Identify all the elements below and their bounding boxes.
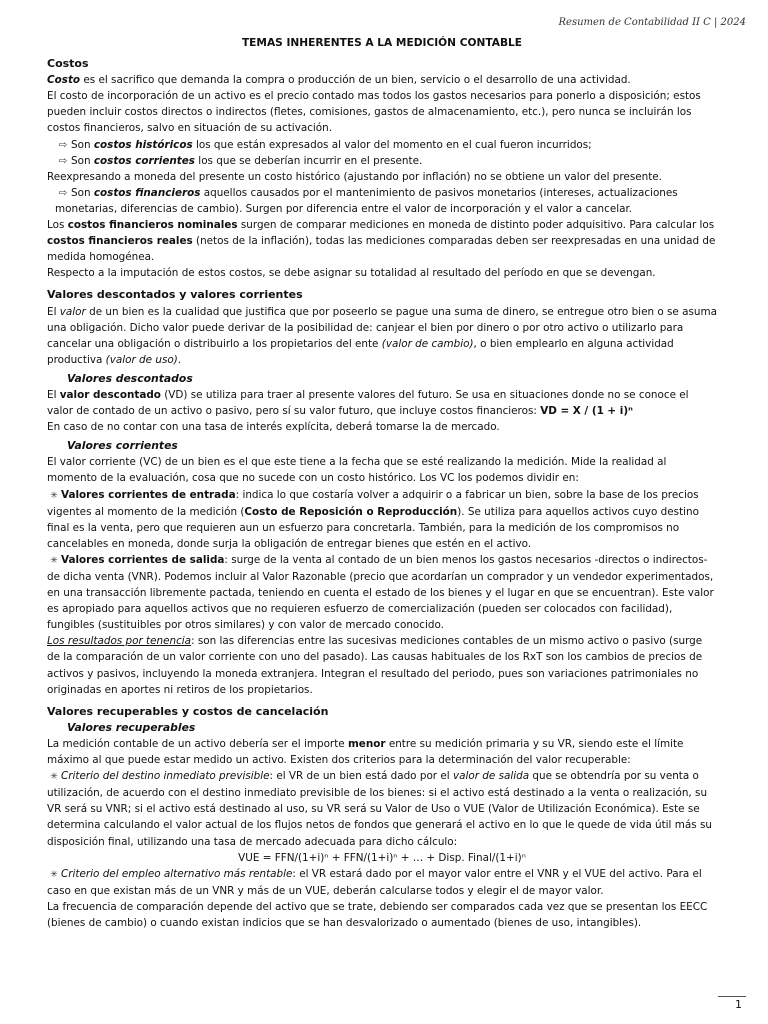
subheading-valores-corrientes: Valores corrientes (67, 439, 178, 453)
paragraph: En caso de no contar con una tasa de interés explícita, deberá tomarse la de mercado. (47, 421, 500, 434)
term: costos corrientes (93, 154, 195, 167)
text: que se obtendría por su venta o utilización, de acuerdo con el destino inmediato previsible de los bienes: si el activo está destinado a la venta o realización, su VR será su VNR; si el activo está destinado al uso, su VR será su Valor de Uso o VUE (Valor de Utilización Económica). Este se determina calculando el valor actual de los flujos netos de fondos que generará el activo en lo que le quede de vida útil más su disposición final, utilizando una tasa de mercado adecuada para dicho cálculo: (47, 770, 712, 848)
subheading-valores-descontados: Valores descontados (67, 371, 193, 385)
term: Valores corrientes de entrada (61, 488, 236, 501)
term: costos financieros reales (47, 235, 193, 248)
paragraph (47, 633, 717, 697)
paragraph (47, 387, 717, 419)
term: Criterio del destino inmediato previsible (61, 770, 270, 783)
term: costos financieros (93, 186, 201, 199)
term: costos financieros nominales (67, 219, 238, 232)
asterisk-bullet-icon: ✳ (50, 869, 58, 880)
text: Los (47, 219, 68, 232)
asterisk-bullet-icon: ✳ (50, 772, 58, 783)
paragraph: El costo de incorporación de un activo es el precio contado mas todos los gastos necesarios para ponerlo a disposición; estos pueden incluir costos directos o indirectos (fletes, comisiones, gastos de almacenamiento, etc.), pero nunca se incluirán los costos financieros, salvo en situación de su activación. (47, 90, 701, 135)
running-header: Resumen de Contabilidad II C | 2024 (558, 17, 746, 28)
term: costos históricos (93, 138, 193, 151)
text: (netos de la inflación), todas las mediciones comparadas deben ser reexpresadas en una unidad de medida homogénea. (47, 235, 716, 264)
paragraph: La frecuencia de comparación depende del activo que se trate, debiendo ser comparados cada vez que se presentan los EECC (bienes de cambio) o cuando existan indicios que se han desvalorizado o aumentado (bienes de uso, intangibles). (47, 900, 708, 929)
term: Costo (47, 74, 81, 87)
asterisk-bullet-icon: ✳ (50, 490, 58, 501)
paragraph (47, 72, 717, 88)
text: de un bien es la cualidad que justifica que por poseerlo se pague una suma de dinero, se entregue otro bien o se asuma una obligación. Dicho valor puede derivar de la posibilidad de: canjear el bien por dinero o por otro activo o utilizarlo para cancelar una obligación o distribuirlo a los propietarios del ente (47, 305, 717, 350)
section-heading-recuperables: Valores recuperables y costos de cancelación (47, 704, 329, 718)
arrow-right-icon: ⇨ (58, 138, 68, 151)
arrow-right-icon: ⇨ (58, 154, 68, 167)
list-item (47, 866, 717, 899)
term: (valor de uso) (105, 353, 178, 366)
text: es el sacrifico que demanda la compra o producción de un bien, servicio o el desarrollo de una actividad. (80, 74, 631, 87)
text: : el VR estará dado por el mayor valor entre el VNR y el VUE del activo. Para el caso en que existan más de un VNR y más de un VUE, deberán calcularse todos y elegir el de mayor valor. (47, 867, 702, 897)
paragraph (47, 217, 717, 265)
term: Los resultados por tenencia (47, 635, 192, 648)
text: El (47, 305, 60, 318)
term: Criterio del empleo alternativo más rentable (61, 867, 293, 880)
section-heading-valores: Valores descontados y valores corrientes (47, 288, 303, 302)
footer-rule (718, 996, 746, 997)
text: : el VR de un bien está dado por el (269, 770, 453, 783)
document-body (47, 35, 717, 931)
list-item (47, 137, 717, 153)
paragraph: El valor corriente (VC) de un bien es el que este tiene a la fecha que se esté realizando la medición. Mide la realidad al momento de la evaluación, cosa que no sucede con un costo histórico. Los VC los podemos dividir en: (47, 456, 667, 485)
page-number: 1 (735, 998, 742, 1011)
term: valor descontado (59, 388, 161, 401)
paragraph: Reexpresando a moneda del presente un costo histórico (ajustando por inflación) no se obtiene un valor del presente. (47, 170, 662, 183)
text: los que están expresados al valor del momento en el cual fueron incurridos; (192, 138, 592, 151)
list-item (47, 153, 717, 169)
term: (valor de cambio) (381, 337, 474, 350)
text: los que se deberían incurrir en el presente. (195, 154, 423, 167)
text: , o bien emplearlo en alguna actividad productiva (47, 337, 674, 366)
term: Costo de Reposición o Reproducción (244, 505, 458, 518)
arrow-right-icon: ⇨ (58, 186, 68, 199)
text: entre su medición primaria y su VR, siendo este el límite máximo al que puede estar medido un activo. Existen dos criterios para la determinación del valor recuperable: (47, 737, 684, 767)
asterisk-bullet-icon: ✳ (50, 555, 58, 566)
list-item (47, 185, 717, 217)
term: valor de salida (452, 770, 530, 783)
text: . (177, 353, 182, 366)
paragraph: Respecto a la imputación de estos costos, se debe asignar su totalidad al resultado del período en que se devengan. (47, 267, 656, 280)
text: Son (71, 154, 94, 167)
formula: VUE = FFN/(1+i)ⁿ + FFN/(1+i)ⁿ + … + Disp. Final/(1+i)ⁿ (238, 851, 526, 864)
list-item (47, 487, 717, 552)
term: Valores corrientes de salida (61, 553, 225, 566)
document-title: TEMAS INHERENTES A LA MEDICIÓN CONTABLE (241, 37, 523, 49)
text: Son (71, 186, 94, 199)
paragraph (47, 736, 717, 768)
list-item (47, 768, 717, 849)
text: surgen de comparar mediciones en moneda de distinto poder adquisitivo. Para calcular los (237, 219, 715, 232)
term: menor (347, 737, 386, 750)
text: ). Se utiliza para aquellos activos cuyo destino final es la venta, pero que requieren aun un esfuerzo para concretarla. También, para la medición de los compromisos no cancelables en moneda, donde surja la obligación de entregar bienes que estén en el activo. (47, 505, 699, 550)
section-heading-costos: Costos (47, 57, 89, 71)
subheading-valores-recuperables: Valores recuperables (67, 720, 196, 734)
text: La medición contable de un activo debería ser el importe (47, 737, 348, 750)
paragraph (47, 304, 717, 368)
text: Son (71, 138, 94, 151)
formula: VD = X / (1 + i)ⁿ (540, 405, 633, 418)
list-item (47, 552, 717, 633)
text: : son las diferencias entre las sucesivas mediciones contables de un mismo activo o pasivo (surge de la comparación de un valor corriente con uno del pasado). Las causas habituales de los RxT son los cambios de precios de activos y pasivos, incluyendo la moneda extranjera. Integran el resultado del periodo, pues son variaciones patrimoniales no originadas en aportes ni retiros de los propietarios. (47, 635, 703, 696)
term: valor (59, 305, 86, 318)
text: El (47, 388, 60, 401)
text: (VD) se utiliza para traer al presente valores del futuro. Se usa en situaciones donde no se conoce el valor de contado de un activo o pasivo, pero sí su valor futuro, que incluye costos financieros: (47, 388, 689, 418)
text: : surge de la venta al contado de un bien menos los gastos necesarios -directos o indirectos- de dicha venta (VNR). Podemos incluir al Valor Razonable (precio que acordarían un comprador y un vendedor experimentados, en una transacción libremente pactada, teniendo en cuenta el estado de los bienes y el lugar en que se encuentran). Este valor es apropiado para aquellos activos que no requieren esfuerzo de comercialización (pueden ser colocados con facilidad), fungibles (sustituibles por otros similares) y con valor de mercado conocido. (47, 553, 714, 632)
text: aquellos causados por el mantenimiento de pasivos monetarios (intereses, actualizaciones monetarias, diferencias de cambio). Surgen por diferencia entre el valor de incorporación y el valor a cancelar. (55, 186, 678, 215)
text: : indica lo que costaría volver a adquirir o a fabricar un bien, sobre la base de los precios vigentes al momento de la medición ( (47, 488, 699, 518)
